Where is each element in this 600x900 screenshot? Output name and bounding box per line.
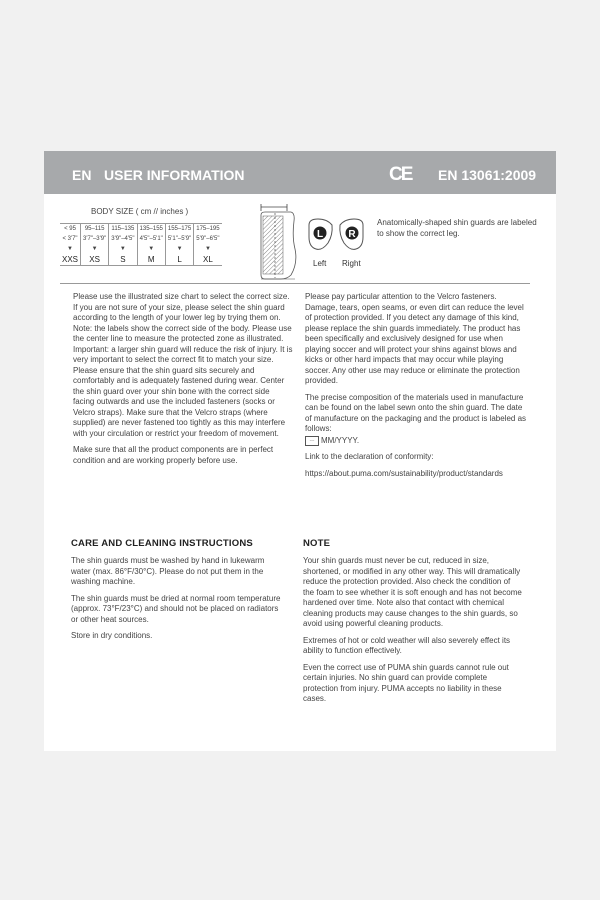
size-label: L bbox=[165, 254, 193, 266]
arrow-down-icon: ▼ bbox=[81, 244, 109, 254]
inch-range: 3'7"–3'9" bbox=[81, 234, 109, 244]
arrow-down-icon: ▼ bbox=[204, 246, 211, 252]
size-label: M bbox=[137, 254, 165, 266]
note-paragraph: Even the correct use of PUMA shin guards cannot rule out certain injuries. No shin guard can provide complete protection from injury. PUMA accepts no liability in these cases. bbox=[303, 662, 509, 703]
date-format: MM/YYYY. bbox=[321, 435, 360, 445]
language-code: EN bbox=[72, 167, 92, 183]
arrow-down-icon: ▼ bbox=[165, 244, 193, 254]
left-label: Left bbox=[313, 259, 327, 268]
cm-range: < 95 bbox=[60, 224, 81, 235]
arrow-down-icon: ▼ bbox=[137, 244, 165, 254]
materials-text: The precise composition of the materials used in manufacture can be found on the label sewn onto the shin guard. The date of manufacture on the packaging and the product is labeled as follows: bbox=[305, 392, 527, 433]
cm-range: 115–135 bbox=[109, 224, 137, 235]
care-paragraph: The shin guards must be washed by hand in lukewarm water (max. 86°F/30°C). Please do not put them in the washing machine. bbox=[71, 556, 265, 586]
inch-range: 5'9"–6'5" bbox=[196, 236, 220, 242]
ce-mark: CE bbox=[389, 164, 412, 185]
size-label: XL bbox=[194, 254, 222, 266]
care-paragraph: The shin guards must be dried at normal room temperature (approx. 73°F/23°C) and should not be placed on radiators or other heat sources. bbox=[71, 593, 281, 624]
instructions-right bbox=[305, 292, 527, 485]
conformity-label: Link to the declaration of conformity: bbox=[305, 452, 434, 462]
note-section bbox=[303, 556, 523, 711]
size-label: S bbox=[109, 254, 137, 266]
header-banner bbox=[44, 151, 556, 194]
inch-range: < 3'7" bbox=[60, 234, 81, 244]
standard-number: EN 13061:2009 bbox=[438, 167, 537, 183]
cm-range: 135–155 bbox=[137, 224, 165, 235]
inch-range: 5'1"–5'9" bbox=[165, 234, 193, 244]
note-paragraph: Extremes of hot or cold weather will also severely effect its ability to function effectively. bbox=[303, 635, 511, 655]
info-sheet bbox=[44, 151, 556, 751]
arrow-down-icon: ▼ bbox=[109, 244, 137, 254]
header-title: USER INFORMATION bbox=[104, 167, 245, 183]
cm-range: 155–175 bbox=[165, 224, 193, 235]
cm-range: 175–195 bbox=[194, 224, 222, 235]
conformity-link[interactable]: https://about.puma.com/sustainability/product/standards bbox=[305, 468, 503, 478]
arrow-down-icon: ▼ bbox=[60, 244, 81, 254]
left-right-guard-icons bbox=[306, 217, 368, 257]
cm-range: 95–115 bbox=[81, 224, 109, 235]
care-section bbox=[71, 556, 286, 648]
fit-paragraph: Please use the illustrated size chart to select the correct size. If you are not sure of your size, please select the shin guard according to the length of your lower leg by trying them on. Note: the labels show the correct side of the body. Please use the center line to measure the protected zone as illustrated. Important: a larger shin guard will reduce the risk of injury. It is very important to select the correct fit to match your size. Please ensure that the shin guard sits securely and comfortably and is adequately fastened during wear. Center the shin guard over your shin bone with the correct side facing outwards and use the included fasteners (socks or Velcro straps). Make sure that the Velcro straps (where supplied) are never fastened too tightly as this may interfere with your circulation or restrict your freedom of movement. bbox=[73, 292, 293, 438]
size-label: XS bbox=[81, 254, 109, 266]
inch-range: 4'5"–5'1" bbox=[137, 234, 165, 244]
materials-paragraph bbox=[305, 393, 527, 435]
components-paragraph: Make sure that all the product components are in perfect condition and are working properly before use. bbox=[73, 445, 274, 465]
care-heading: CARE AND CLEANING INSTRUCTIONS bbox=[71, 538, 253, 549]
size-chart bbox=[60, 223, 222, 266]
date-format-line bbox=[305, 436, 527, 447]
size-chart-title: BODY SIZE ( cm // inches ) bbox=[91, 207, 189, 216]
manufacture-date-icon: ~~ bbox=[305, 436, 319, 446]
note-heading: NOTE bbox=[303, 538, 331, 549]
left-letter: L bbox=[316, 229, 324, 240]
right-label: Right bbox=[342, 259, 361, 268]
velcro-paragraph: Please pay particular attention to the Velcro fasteners. Damage, tears, open seams, or even dirt can reduce the level of protection provided. If you detect any damage of this kind, please replace the shin guards immediately. The product has been specifically and exclusively designed for use when playing soccer and will protect your shins against blows and kicks or other hard impacts that may occur while playing soccer. Any other use may reduce or eliminate the protection provided. bbox=[305, 292, 524, 385]
inch-range: 3'9"–4'5" bbox=[109, 234, 137, 244]
care-paragraph: Store in dry conditions. bbox=[71, 631, 153, 640]
anatomic-note: Anatomically-shaped shin guards are labeled to show the correct leg. bbox=[377, 218, 537, 238]
size-label: XXS bbox=[60, 254, 81, 266]
shin-guard-measure-diagram bbox=[251, 203, 301, 283]
note-paragraph: Your shin guards must never be cut, reduced in size, shortened, or modified in any other way. This will dramatically reduce the protection provided. Also check the condition of the foam to see whether it is soft enough and has not become hardened over time. Note also that contact with chemical cleaning products may cause changes to the shin guards, so avoid using powerful cleaning products. bbox=[303, 556, 522, 628]
divider bbox=[60, 283, 530, 284]
instructions-left bbox=[73, 292, 293, 472]
right-letter: R bbox=[348, 229, 356, 240]
